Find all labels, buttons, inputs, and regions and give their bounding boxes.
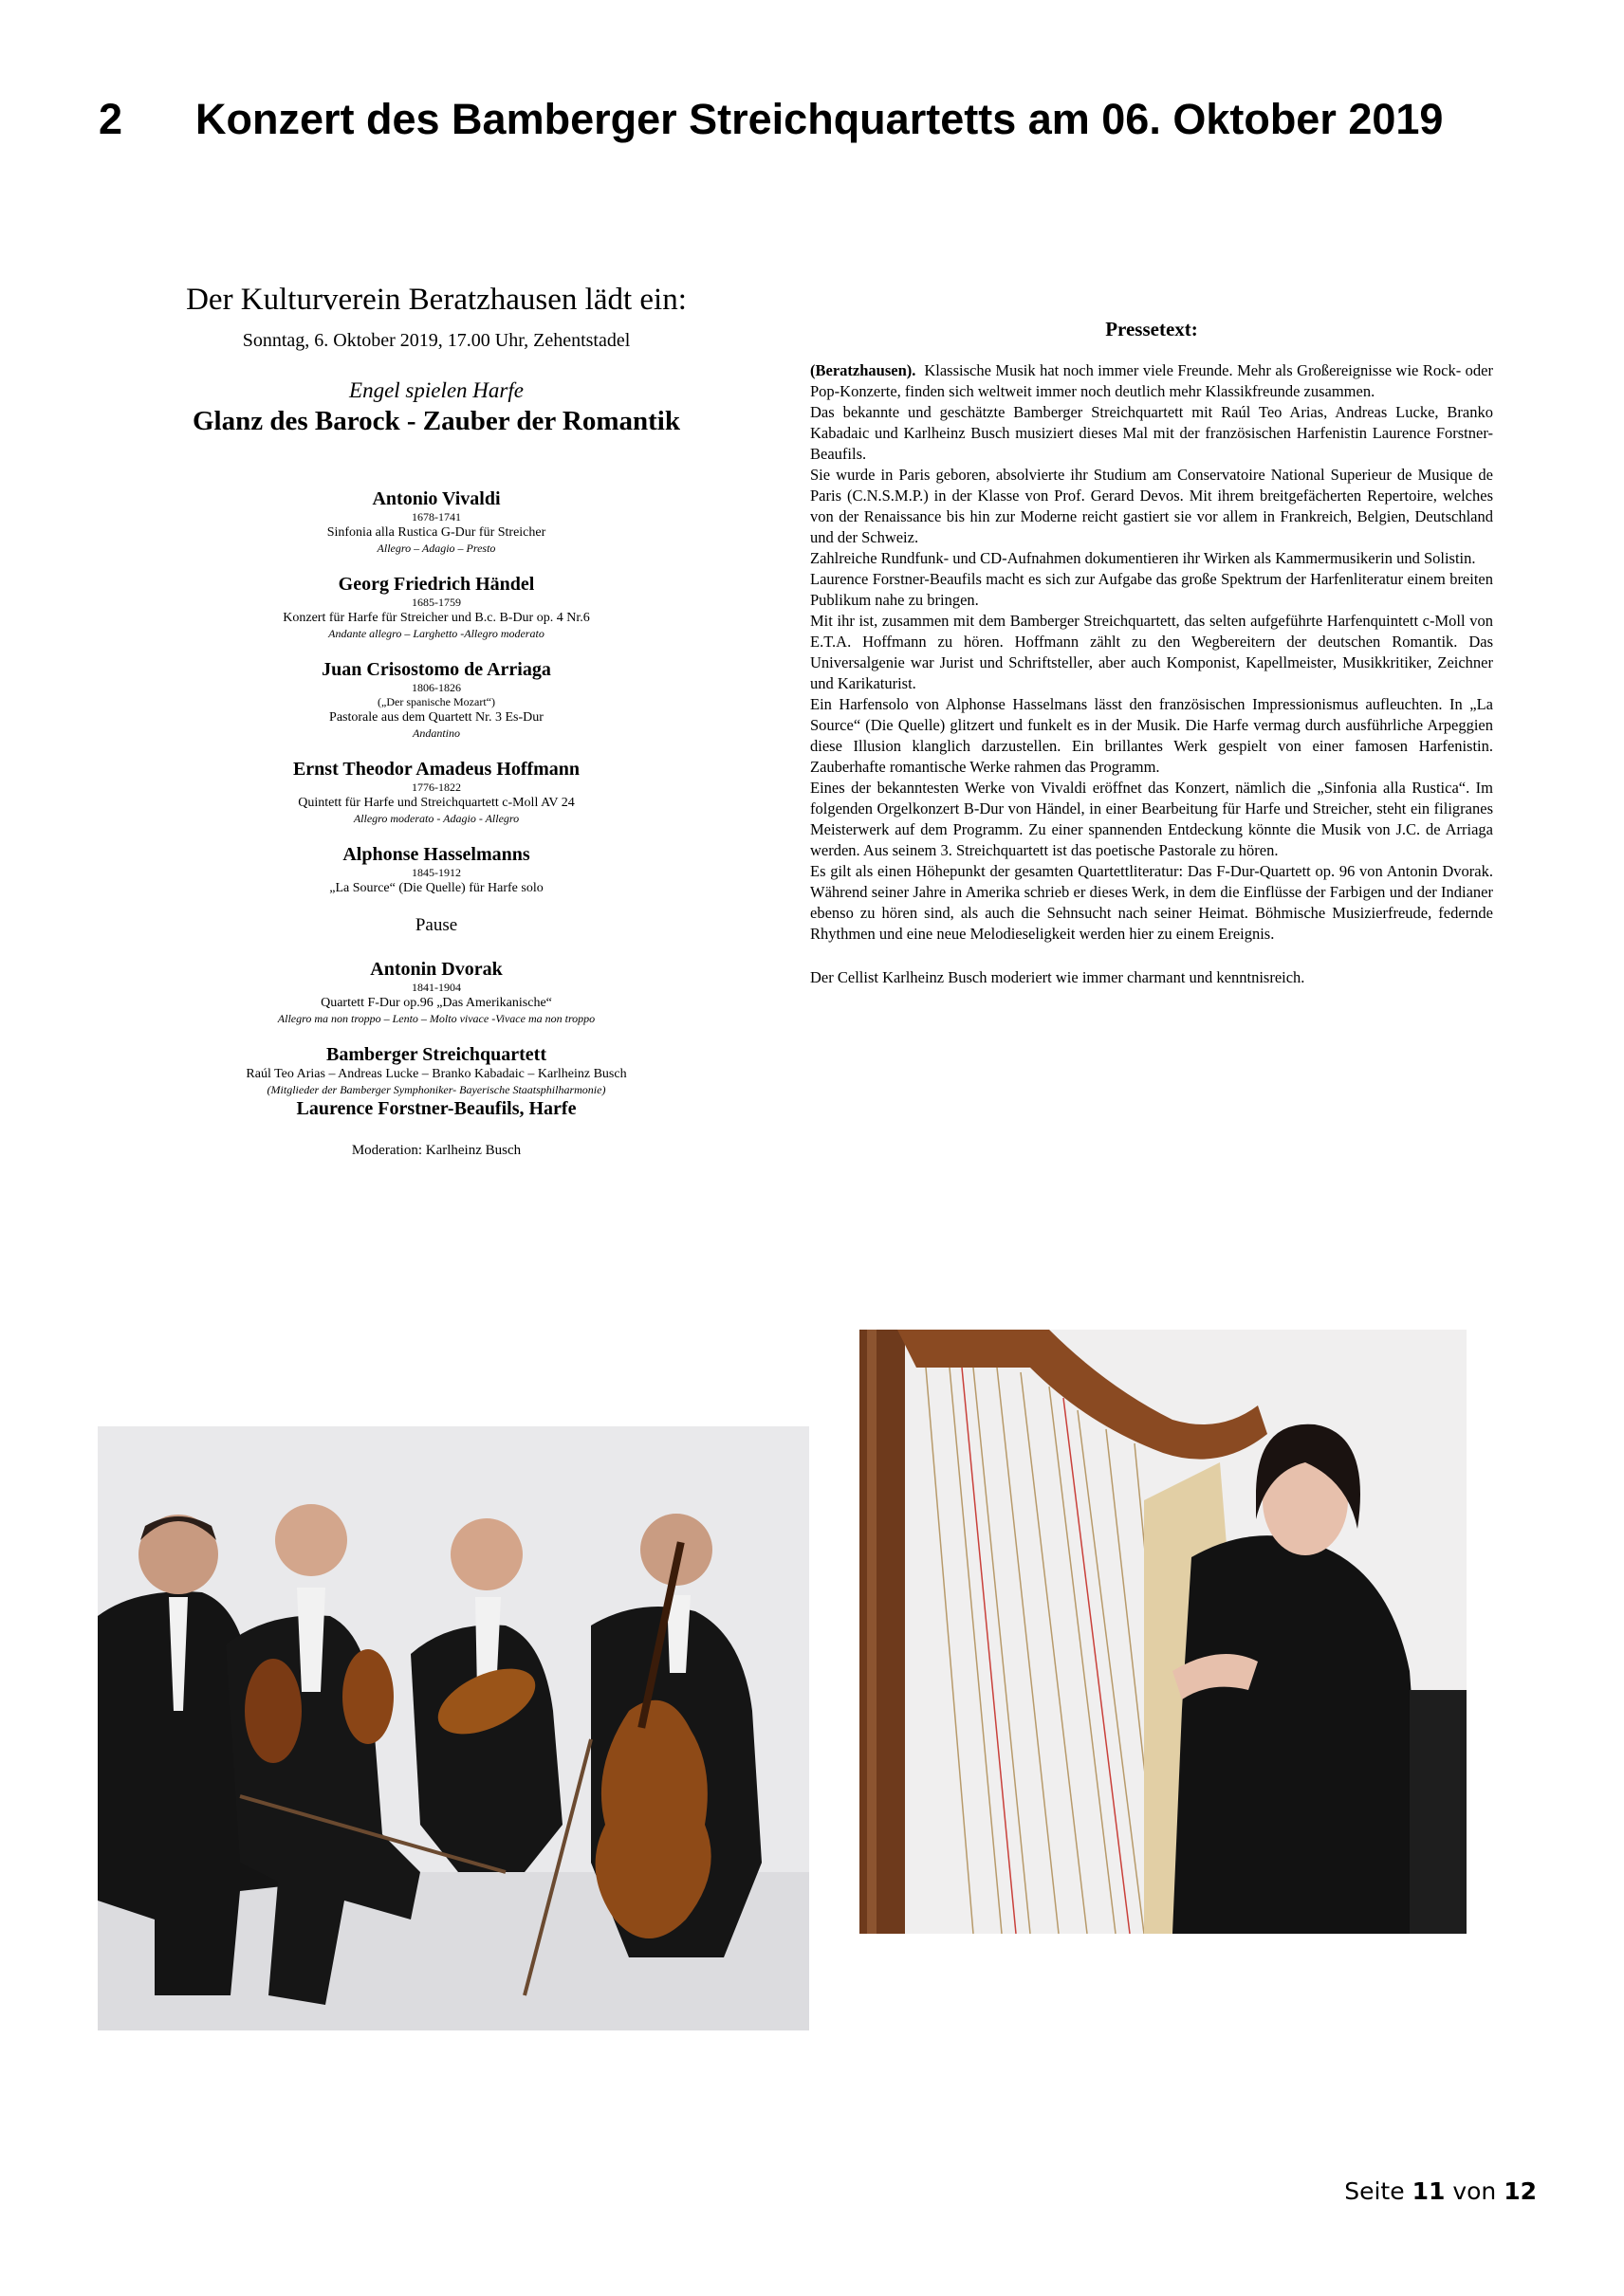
composer-name: Juan Crisostomo de Arriaga xyxy=(322,659,551,680)
composer-name: Ernst Theodor Amadeus Hoffmann xyxy=(292,759,581,780)
concert-flyer xyxy=(142,281,730,1160)
flyer-date: Sonntag, 6. Oktober 2019, 17.00 Uhr, Zehentstadel xyxy=(242,330,631,351)
press-title: Pressetext: xyxy=(1105,318,1198,340)
work-tempo: Allegro ma non troppo – Lento – Molto vivace -Vivace ma non troppo xyxy=(277,1012,596,1025)
program-item xyxy=(142,958,730,1026)
composer-years: 1845-1912 xyxy=(412,866,461,879)
composer-name: Antonin Dvorak xyxy=(370,959,503,980)
press-paragraph: Eines der bekanntesten Werke von Vivaldi eröffnet das Konzert, nämlich die „Sinfonia alla Rustica“. Im folgenden Orgelkonzert B-Dur von Händel, in einer Bearbeitung für Harfe und Streicher, steht ein filigranes Meisterwerk auf dem Programm. Zu einer spannenden Entdeckung könnte die Musik von J.C. de Arriaga werden. Aus seinem 3. Streichquartett ist das poetische Pastorale zu hören. xyxy=(810,779,1493,859)
composer-years: 1806-1826 xyxy=(412,681,461,694)
composer-name: Georg Friedrich Händel xyxy=(338,574,535,595)
program-item xyxy=(142,758,730,826)
press-paragraph-text: Klassische Musik hat noch immer viele Freunde. Mehr als Großereignisse wie Rock- oder Pop-Konzerte, finden sich weltweit immer noch deutlich mehr Klassikfreunde zusammen. xyxy=(810,361,1494,400)
ensemble-members: Raúl Teo Arias – Andreas Lucke – Branko Kabadaic – Karlheinz Busch xyxy=(246,1067,627,1081)
work-tempo: Andante allegro – Larghetto -Allegro moderato xyxy=(328,627,544,640)
program-pause: Pause xyxy=(415,915,458,935)
work-title: „La Source“ (Die Quelle) für Harfe solo xyxy=(329,881,544,895)
harpist-name: Laurence Forstner-Beaufils, Harfe xyxy=(296,1098,577,1119)
flyer-invitation: Der Kulturverein Beratzhausen lädt ein: xyxy=(186,283,687,317)
work-title: Pastorale aus dem Quartett Nr. 3 Es-Dur xyxy=(329,710,544,725)
composer-note: („Der spanische Mozart“) xyxy=(378,695,495,708)
program-item xyxy=(142,573,730,641)
program-item xyxy=(142,487,730,556)
flyer-title: Glanz des Barock - Zauber der Romantik xyxy=(193,406,680,436)
composer-years: 1685-1759 xyxy=(412,596,461,609)
composer-years: 1776-1822 xyxy=(412,781,461,794)
work-tempo: Allegro moderato - Adagio - Allegro xyxy=(353,812,520,825)
press-paragraph: Mit ihr ist, zusammen mit dem Bamberger Streichquartett, das selten aufgeführte Harfenquintett c-Moll von E.T.A. Hoffmann zu hören. Hoffmann zählt zu den Wegbereitern der deutschen Romantik. Das Universalgenie war Jurist und Schriftsteller, aber auch Komponist, Kapellmeister, Musikkritiker, Zeichner und Karikaturist. xyxy=(810,612,1493,692)
press-paragraph xyxy=(810,360,1493,402)
ensemble-name: Bamberger Streichquartett xyxy=(326,1044,546,1065)
composer-years: 1841-1904 xyxy=(412,981,461,994)
footer-sep: von xyxy=(1452,2177,1497,2205)
press-paragraph: Laurence Forstner-Beaufils macht es sich zur Aufgabe das große Spektrum der Harfenliteratur einem breiten Publikum nahe zu bringen. xyxy=(810,570,1493,609)
page-footer xyxy=(1344,2177,1537,2205)
footer-total: 12 xyxy=(1504,2177,1537,2205)
press-paragraph: Das bekannte und geschätzte Bamberger Streichquartett mit Raúl Teo Arias, Andreas Lucke, Branko Kabadaic und Karlheinz Busch musiziert dieses Mal mit der französischen Harfenistin Laurence Forstner-Beaufils. xyxy=(810,403,1493,463)
press-closing: Der Cellist Karlheinz Busch moderiert wie immer charmant und kenntnisreich. xyxy=(810,968,1305,986)
press-paragraph: Zahlreiche Rundfunk- und CD-Aufnahmen dokumentieren ihr Wirken als Kammermusikerin und Solistin. xyxy=(810,549,1476,567)
footer-page: 11 xyxy=(1412,2177,1446,2205)
flyer-motto: Engel spielen Harfe xyxy=(349,378,524,402)
program-item xyxy=(142,843,730,897)
moderation-line: Moderation: Karlheinz Busch xyxy=(351,1143,522,1158)
press-lead: (Beratzhausen). xyxy=(810,361,916,379)
work-tempo: Allegro – Adagio – Presto xyxy=(377,542,496,555)
work-tempo: Andantino xyxy=(413,726,460,740)
footer-prefix: Seite xyxy=(1344,2177,1405,2205)
work-title: Quartett F-Dur op.96 „Das Amerikanische“ xyxy=(321,996,552,1010)
press-paragraph: Ein Harfensolo von Alphonse Hasselmans lässt den französischen Impressionismus aufleuchten. In „La Source“ (Die Quelle) glitzert und funkelt es in der Musik. Die Harfe vermag durch ausführliche Arpeggien diese Illusion klanglich darzustellen. Ein brillantes Werk gespielt von einer famosen Harfenistin. Zauberhafte romantische Werke rahmen das Programm. xyxy=(810,695,1493,776)
press-paragraph: Sie wurde in Paris geboren, absolvierte ihr Studium am Conservatoire National Superieur de Musique de Paris (C.N.S.M.P.) in der Klasse von Prof. Gerard Devos. Mit ihrem breitgefächerten Repertoire, welches von der Renaissance bis hin zur Moderne reicht gastiert sie vor allem in Frankreich, Belgien, Deutschland und der Schweiz. xyxy=(810,466,1493,546)
composer-name: Antonio Vivaldi xyxy=(372,488,501,509)
work-title: Konzert für Harfe für Streicher und B.c. B-Dur op. 4 Nr.6 xyxy=(283,611,590,625)
section-number: 2 xyxy=(99,95,123,143)
quartet-photo xyxy=(98,1426,809,2030)
press-paragraph: Es gilt als einen Höhepunkt der gesamten Quartettliteratur: Das F-Dur-Quartett op. 96 von Antonin Dvorak. Während seiner Jahre in Amerika schrieb er dieses Werk, in dem die Einflüsse der Farbigen und der Indianer ebenso zu hören sind, als auch die Sehnsucht nach seiner Heimat. Böhmische Musizierfreude, federnde Rhythmen und eine neue Melodieseligkeit werden hier zu einem Ereignis. xyxy=(810,862,1493,943)
work-title: Quintett für Harfe und Streichquartett c-Moll AV 24 xyxy=(298,796,575,810)
section-heading xyxy=(99,95,1541,144)
harpist-photo xyxy=(859,1330,1467,1934)
work-title: Sinfonia alla Rustica G-Dur für Streicher xyxy=(326,525,546,540)
ensemble-note: (Mitglieder der Bamberger Symphoniker- Bayerische Staatsphilharmonie) xyxy=(267,1083,606,1096)
press-text xyxy=(810,319,1493,988)
program-item xyxy=(142,658,730,741)
composer-years: 1678-1741 xyxy=(412,510,461,523)
composer-name: Alphonse Hasselmanns xyxy=(342,844,530,865)
section-title: Konzert des Bamberger Streichquartetts am 06. Oktober 2019 xyxy=(195,95,1444,143)
